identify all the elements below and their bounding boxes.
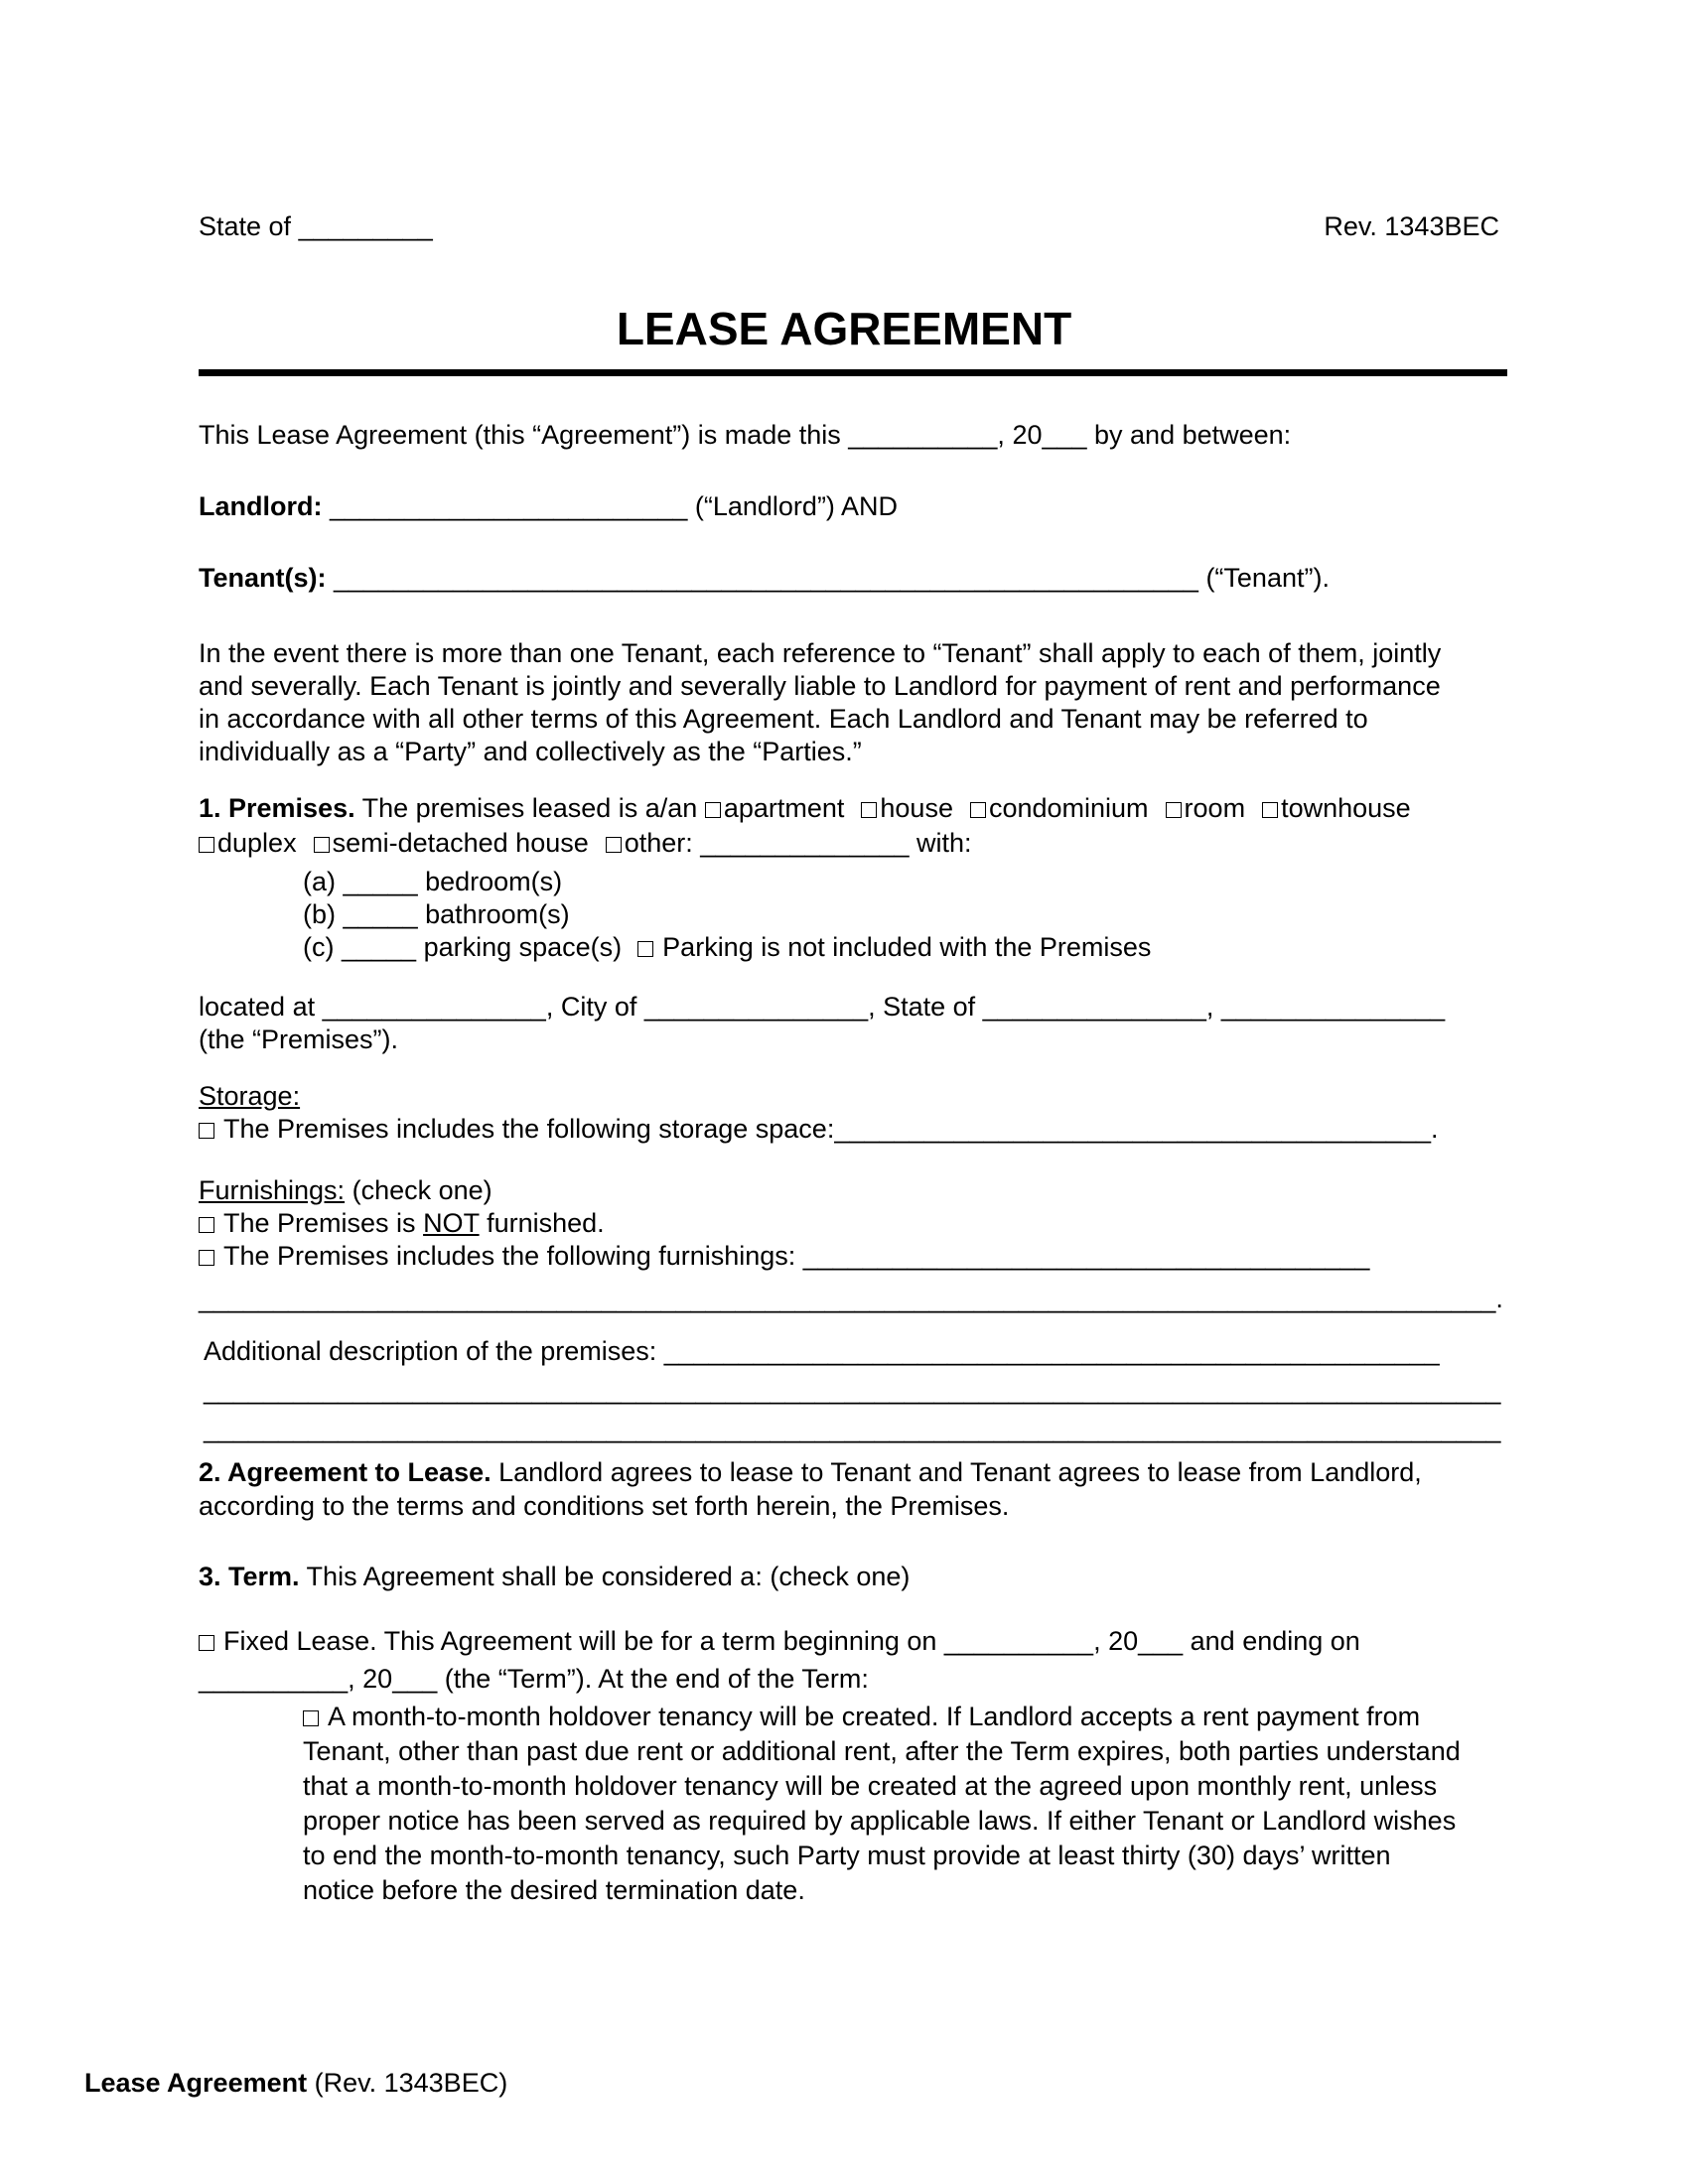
holdover-line-6: notice before the desired termination date. [303, 1875, 805, 1905]
not-furnished-line: The Premises is NOT furnished. [199, 1207, 1519, 1240]
fixed-lease-block [199, 1622, 1519, 1698]
includes-furnishings-line: The Premises includes the following furnishings: ______________________________________ [199, 1240, 1519, 1273]
state-of-line: State of _________ [199, 211, 433, 241]
premises-option-room: room [1166, 793, 1246, 823]
tenant-line [199, 562, 1519, 595]
agreement-to-lease-section: 2. Agreement to Lease. Landlord agrees to lease to Tenant and Tenant agrees to lease from Landlord, according to the terms and conditions set forth herein, the Premises. [199, 1457, 1422, 1521]
term-heading: 3. Term. [199, 1562, 300, 1591]
additional-blank-row-1: _______________________________________________________________________________________ [204, 1375, 1501, 1405]
other-checkbox[interactable] [606, 837, 622, 853]
located-at-line: located at _______________, City of _______________, State of _______________, _______________ [199, 992, 1446, 1022]
additional-description-line: Additional description of the premises: ____________________________________________________ [204, 1336, 1440, 1366]
holdover-line-5: to end the month-to-month tenancy, such Party must provide at least thirty (30) days’ written [303, 1841, 1391, 1870]
tenant-blank: __________________________________________________________ [326, 563, 1206, 593]
fixed-lease-checkbox[interactable] [199, 1635, 214, 1651]
storage-option-line: The Premises includes the following storage space:________________________________________. [199, 1113, 1519, 1146]
townhouse-checkbox[interactable] [1262, 802, 1278, 818]
premises-line1 [199, 791, 1519, 826]
landlord-blank: ________________________ [322, 491, 695, 521]
footer-title: Lease Agreement [84, 2068, 308, 2098]
landlord-label: Landlord: [199, 491, 323, 521]
not-furnished-checkbox[interactable] [199, 1217, 214, 1233]
term-section-heading: 3. Term. This Agreement shall be considered a: (check one) [199, 1562, 911, 1591]
made-this-line: This Lease Agreement (this “Agreement”) is made this __________, 20___ by and between: [199, 420, 1292, 450]
the-premises-line: (the “Premises”). [199, 1024, 399, 1054]
premises-option-house: house [861, 793, 953, 823]
premises-option-duplex: duplex [199, 828, 297, 858]
tenant-label: Tenant(s): [199, 563, 327, 593]
landlord-line [199, 490, 1519, 523]
furnishings-blank-row: _______________________________________________________________________________________. [199, 1284, 1503, 1313]
holdover-line-2: Tenant, other than past due rent or additional rent, after the Term expires, both parties understand [303, 1736, 1461, 1766]
includes-furnishings-checkbox[interactable] [199, 1250, 214, 1266]
fixed-lease-line2: __________, 20___ (the “Term”). At the end of the Term: [199, 1664, 869, 1694]
page-header [199, 210, 1499, 243]
joint-severally-paragraph: In the event there is more than one Tenant, each reference to “Tenant” shall apply to each of them, jointly and severally. Each Tenant is jointly and severally liable to Landlord for payment of rent and performance in accordance with all other terms of this Agreement. Each Landlord and Tenant may be referred to individually as a “Party” and collectively as the “Parties.” [199, 638, 1442, 766]
located-at-block [199, 991, 1519, 1056]
parking-line: (c) _____ parking space(s) Parking is not included with the Premises [303, 932, 1152, 962]
semi-detached-house-checkbox[interactable] [314, 837, 330, 853]
with-label: with: [916, 828, 972, 858]
premises-option-other: other: [606, 828, 693, 858]
premises-option-apartment: apartment [705, 793, 845, 823]
storage-checkbox[interactable] [199, 1123, 214, 1139]
bedrooms-line: (a) _____ bedroom(s) [303, 867, 563, 896]
additional-blank-row-2: _______________________________________________________________________________________ [204, 1414, 1501, 1443]
landlord-suffix: (“Landlord”) AND [694, 491, 898, 521]
premises-heading: 1. Premises. [199, 793, 355, 823]
premises-option-semi-detached: semi-detached house [314, 828, 589, 858]
premises-option-condominium: condominium [970, 793, 1149, 823]
additional-description-blank: ____________________________________________________ [663, 1336, 1440, 1366]
title-rule [199, 369, 1507, 376]
fixed-lease-line1: Fixed Lease. This Agreement will be for a term beginning on __________, 20___ and ending on [199, 1622, 1519, 1660]
parking-blank: _____ [341, 932, 417, 962]
bedrooms-blank: _____ [343, 867, 418, 896]
holdover-line-1: A month-to-month holdover tenancy will be created. If Landlord accepts a rent payment from [303, 1700, 1554, 1734]
condominium-checkbox[interactable] [970, 802, 986, 818]
room-checkbox[interactable] [1166, 802, 1182, 818]
parking-not-included-checkbox[interactable] [637, 941, 653, 957]
bathrooms-blank: _____ [343, 899, 418, 929]
page-title: LEASE AGREEMENT [616, 303, 1072, 354]
holdover-line-4: proper notice has been served as required by applicable laws. If either Tenant or Landlord wishes [303, 1806, 1457, 1836]
tenant-suffix: (“Tenant”). [1205, 563, 1330, 593]
premises-section [199, 791, 1519, 861]
premises-count-list [303, 866, 1554, 964]
holdover-tenancy-block [303, 1700, 1554, 1908]
storage-block [199, 1080, 1519, 1146]
additional-description-block [204, 1332, 1524, 1448]
bathrooms-line: (b) _____ bathroom(s) [303, 899, 570, 929]
premises-lead: The premises leased is a/an [354, 793, 705, 823]
footer-rev: (Rev. 1343BEC) [307, 2068, 508, 2098]
duplex-checkbox[interactable] [199, 837, 214, 853]
premises-line2 [199, 826, 1519, 861]
storage-blank: ________________________________________. [834, 1114, 1439, 1144]
furnishings-block: Furnishings: (check one) The Premises is NOT furnished. The Premises includes the following furnishings: ______________________________________ _______________________________________________________________________________________. [199, 1174, 1519, 1315]
not-emphasis: NOT [423, 1208, 480, 1238]
other-blank: ______________ [692, 828, 917, 858]
page-footer [84, 2067, 1574, 2100]
revision-label: Rev. 1343BEC [1324, 211, 1499, 241]
furnishings-blank: ______________________________________ [802, 1241, 1370, 1271]
holdover-line-3: that a month-to-month holdover tenancy will be created at the agreed upon monthly rent, unless [303, 1771, 1438, 1801]
furnishings-heading: Furnishings: [199, 1175, 346, 1205]
agreement-to-lease-heading: 2. Agreement to Lease. [199, 1457, 492, 1487]
apartment-checkbox[interactable] [705, 802, 721, 818]
holdover-checkbox[interactable] [303, 1710, 319, 1726]
house-checkbox[interactable] [861, 802, 877, 818]
premises-option-townhouse: townhouse [1262, 793, 1411, 823]
storage-heading: Storage: [199, 1081, 301, 1111]
parking-not-included-label: Parking is not included with the Premises [662, 932, 1152, 962]
